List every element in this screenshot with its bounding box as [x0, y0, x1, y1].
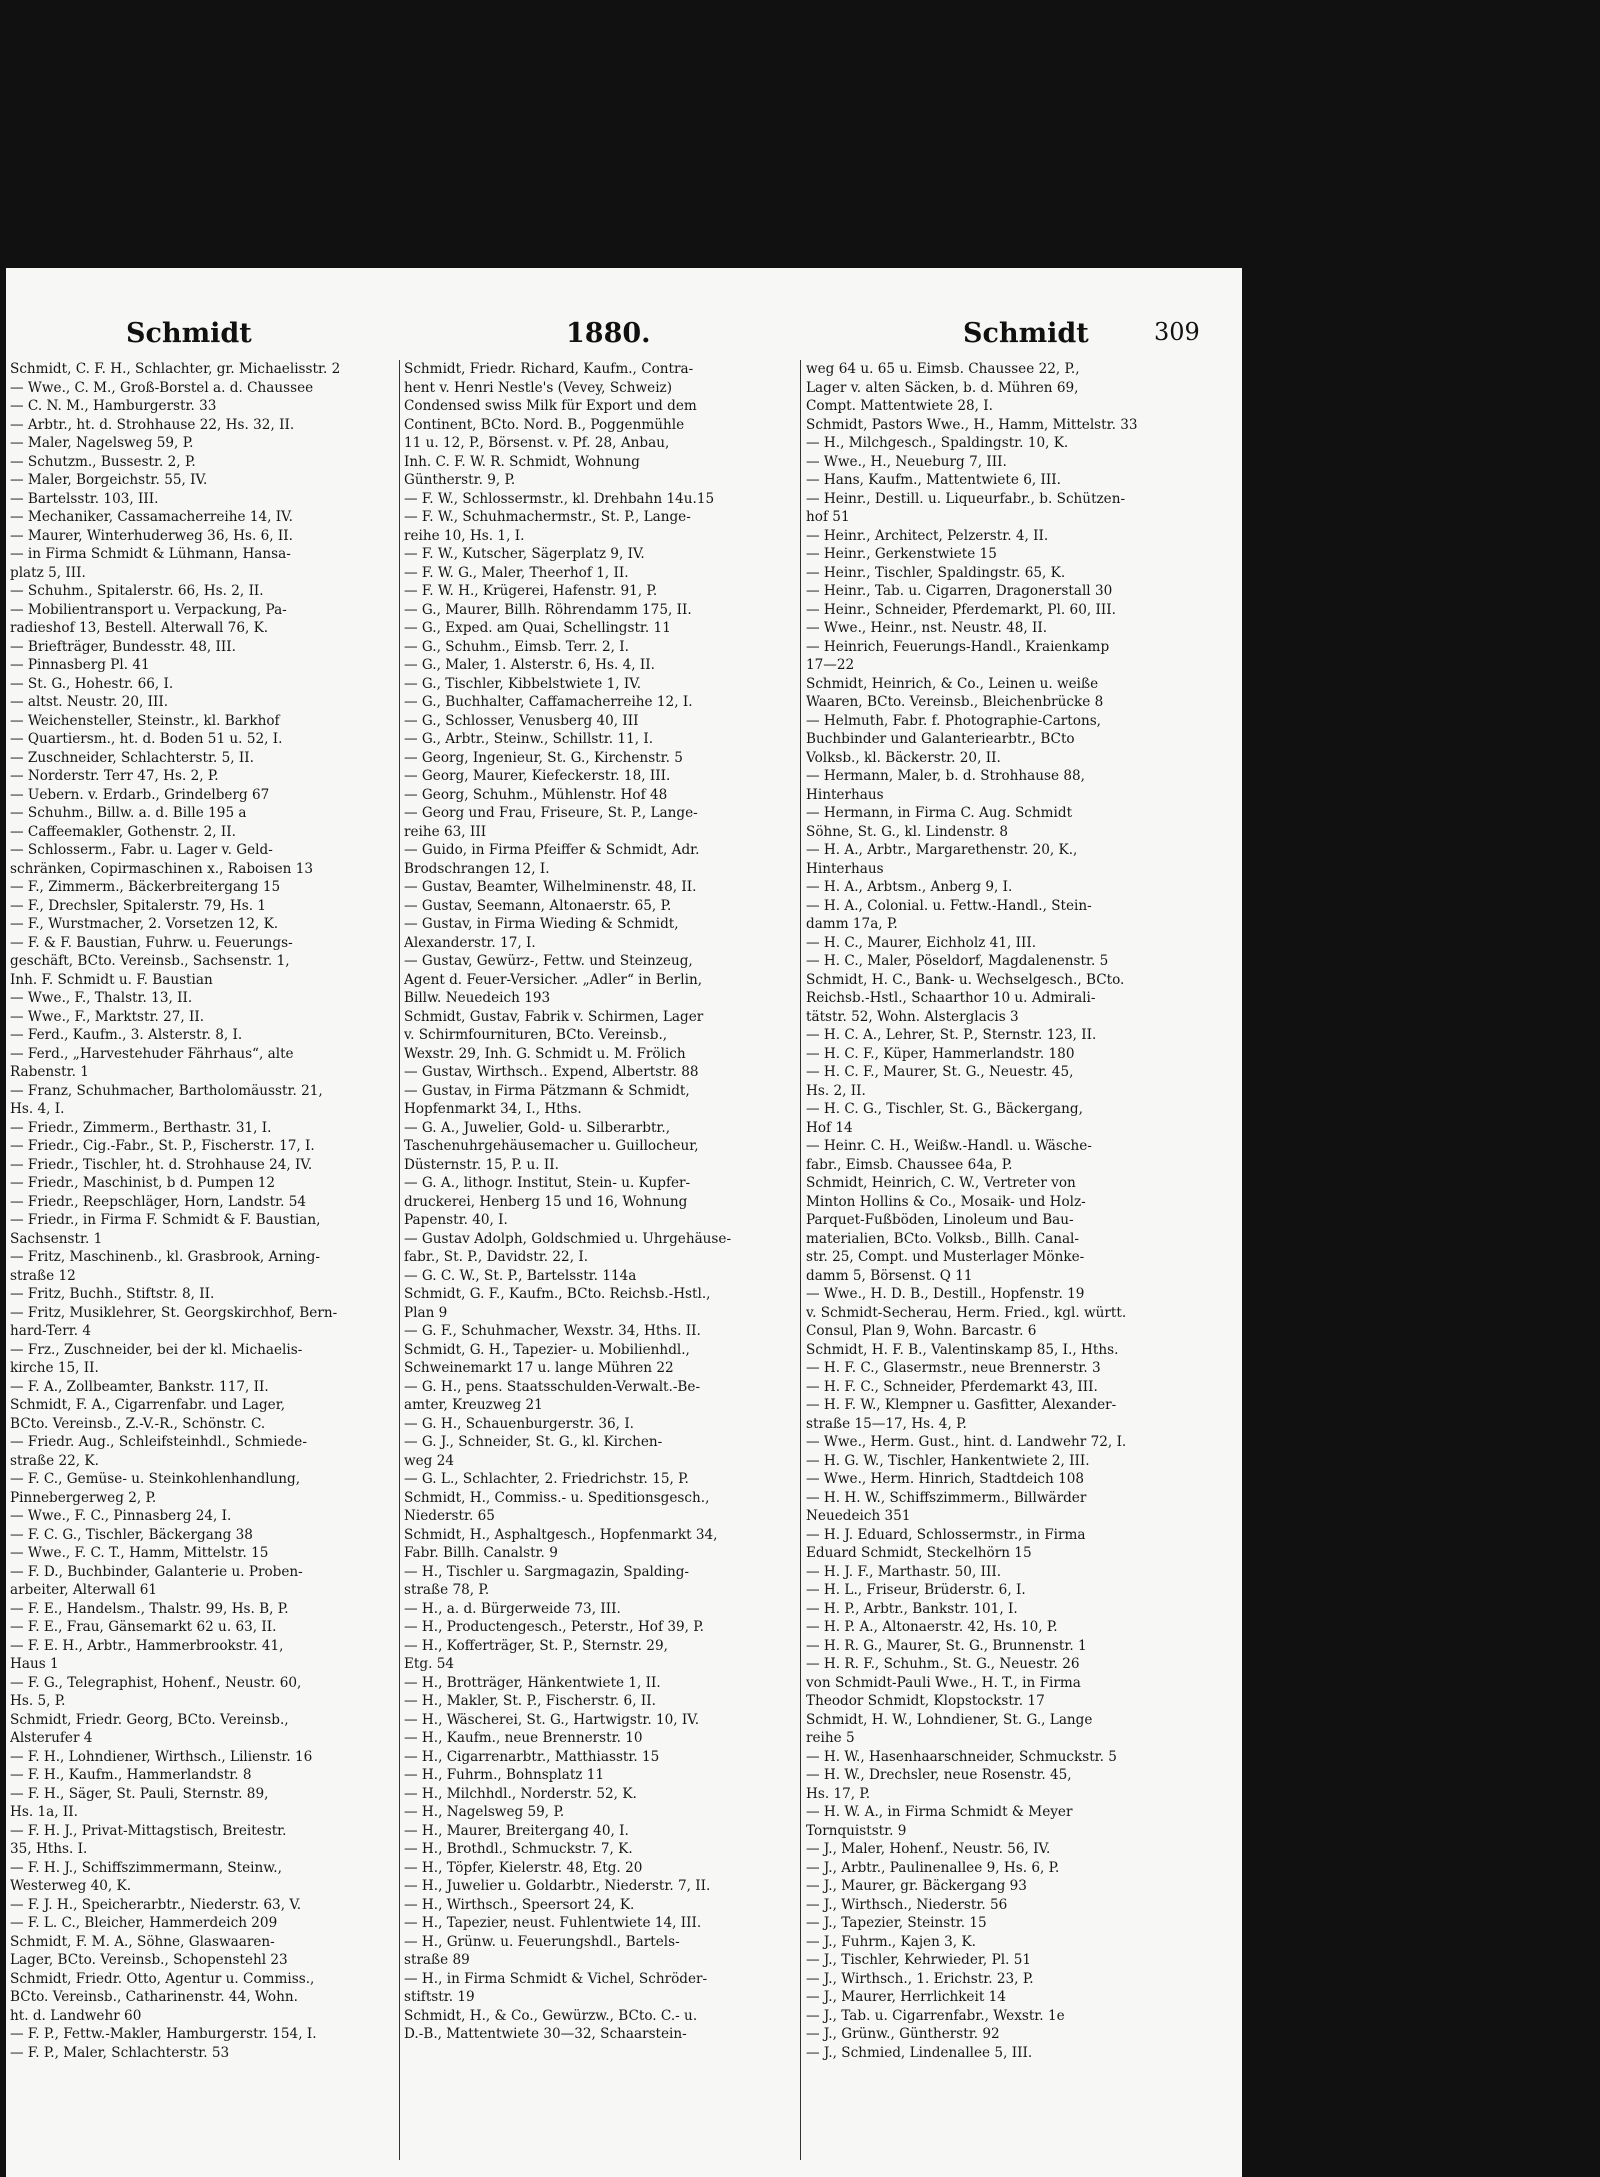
- directory-entry-line: — Heinr., Tab. u. Cigarren, Dragonerstall 30: [806, 583, 1113, 599]
- directory-entry-line: Rabenstr. 1: [10, 1064, 89, 1080]
- directory-entry-line: Hinterhaus: [806, 860, 884, 877]
- directory-entry-line: Parquet-Fußböden, Linoleum und Bau-: [806, 1212, 1074, 1228]
- directory-entry-line: Hs. 4, I.: [10, 1101, 65, 1117]
- directory-entry-line: — Gustav, Seemann, Altonaerstr. 65, P.: [404, 897, 672, 914]
- directory-entry-line: — H., Milchgesch., Spaldingstr. 10, K.: [806, 435, 1069, 451]
- directory-entry-line: — Schutzm., Bussestr. 2, P.: [10, 453, 196, 470]
- directory-entry-line: — Mechaniker, Cassamacherreihe 14, IV.: [10, 509, 293, 525]
- directory-entry-line: Düsternstr. 15, P. u. II.: [404, 1156, 559, 1173]
- directory-entry-line: — J., Tischler, Kehrwieder, Pl. 51: [806, 1952, 1032, 1968]
- directory-entry-line: Lager, BCto. Vereinsb., Schopenstehl 23: [10, 1952, 288, 1968]
- directory-entry-line: — Friedr., Tischler, ht. d. Strohhause 24, IV.: [10, 1156, 313, 1173]
- directory-entry-line: — H. J. F., Marthastr. 50, III.: [806, 1563, 1002, 1580]
- column-left: [10, 360, 398, 2062]
- directory-entry-line: materialien, BCto. Volksb., Billh. Canal-: [806, 1230, 1079, 1247]
- directory-entry-line: — H., Töpfer, Kielerstr. 48, Etg. 20: [404, 1859, 643, 1876]
- directory-entry-line: straße 89: [404, 1952, 470, 1968]
- directory-entry-line: Lager v. alten Säcken, b. d. Mühren 69,: [806, 379, 1079, 396]
- directory-entry-line: radieshof 13, Bestell. Alterwall 76, K.: [10, 620, 269, 636]
- directory-entry-line: — F. W., Schuhmachermstr., St. P., Lange-: [404, 509, 691, 525]
- directory-entry-line: BCto. Vereinsb., Catharinenstr. 44, Wohn.: [10, 1989, 298, 2005]
- directory-entry-line: straße 12: [10, 1267, 76, 1284]
- directory-entry-line: geschäft, BCto. Vereinsb., Sachsenstr. 1,: [10, 953, 290, 969]
- directory-entry-line: — C. N. M., Hamburgerstr. 33: [10, 398, 217, 414]
- directory-entry-line: Reichsb.-Hstl., Schaarthor 10 u. Admirali-: [806, 990, 1096, 1006]
- directory-entry-line: — H. R. F., Schuhm., St. G., Neuestr. 26: [806, 1656, 1080, 1672]
- directory-entry-line: Schmidt, Heinrich, C. W., Vertreter von: [806, 1175, 1076, 1191]
- directory-entry-line: — G. J., Schneider, St. G., kl. Kirchen-: [404, 1434, 663, 1450]
- directory-entry-line: — Mobilientransport u. Verpackung, Pa-: [10, 601, 287, 618]
- directory-entry-line: ht. d. Landwehr 60: [10, 2007, 142, 2024]
- directory-entry-line: — Helmuth, Fabr. f. Photographie-Cartons,: [806, 712, 1101, 729]
- directory-entry-line: — F. & F. Baustian, Fuhrw. u. Feuerungs-: [10, 934, 293, 951]
- directory-entry-line: — Gustav, in Firma Pätzmann & Schmidt,: [404, 1082, 690, 1099]
- directory-entry-line: — J., Tapezier, Steinstr. 15: [806, 1915, 987, 1931]
- directory-entry-line: — Maler, Borgeichstr. 55, IV.: [10, 472, 208, 488]
- directory-entry-line: tätstr. 52, Wohn. Alsterglacis 3: [806, 1008, 1019, 1025]
- directory-entry-line: Inh. F. Schmidt u. F. Baustian: [10, 971, 213, 988]
- directory-entry-line: reihe 63, III: [404, 823, 487, 840]
- directory-entry-line: — G., Maler, 1. Alsterstr. 6, Hs. 4, II.: [404, 657, 655, 673]
- directory-entry-line: — F. P., Fettw.-Makler, Hamburgerstr. 154, I.: [10, 2026, 317, 2042]
- directory-entry-line: Westerweg 40, K.: [10, 1878, 132, 1894]
- directory-entry-line: — J., Maurer, gr. Bäckergang 93: [806, 1878, 1027, 1894]
- directory-entry-line: Schmidt, H., Asphaltgesch., Hopfenmarkt 34,: [404, 1526, 718, 1543]
- directory-entry-line: Compt. Mattentwiete 28, I.: [806, 398, 993, 414]
- directory-entry-line: — Wwe., C. M., Groß-Borstel a. d. Chaussee: [10, 379, 314, 396]
- directory-entry-line: Minton Hollins & Co., Mosaik- und Holz-: [806, 1193, 1086, 1210]
- directory-entry-line: — Briefträger, Bundesstr. 48, III.: [10, 638, 236, 655]
- directory-entry-line: — H. R. G., Maurer, St. G., Brunnenstr. 1: [806, 1637, 1087, 1654]
- directory-entry-line: amter, Kreuzweg 21: [404, 1397, 543, 1413]
- directory-entry-line: — H., Kaufm., neue Brennerstr. 10: [404, 1730, 643, 1746]
- directory-entry-line: Schmidt, F. A., Cigarrenfabr. und Lager,: [10, 1397, 286, 1413]
- directory-entry-line: — F. W. G., Maler, Theerhof 1, II.: [404, 564, 629, 581]
- directory-entry-line: — H. W., Drechsler, neue Rosenstr. 45,: [806, 1767, 1072, 1783]
- directory-entry-line: — G., Buchhalter, Caffamacherreihe 12, I.: [404, 694, 693, 710]
- directory-entry-line: — H., Milchhdl., Norderstr. 52, K.: [404, 1785, 637, 1802]
- directory-entry-line: Hs. 5, P.: [10, 1693, 66, 1709]
- directory-entry-line: — Wwe., Herm. Hinrich, Stadtdeich 108: [806, 1471, 1085, 1487]
- directory-entry-line: — Wwe., Heinr., nst. Neustr. 48, II.: [806, 620, 1048, 636]
- directory-entry-line: — Friedr., Maschinist, b d. Pumpen 12: [10, 1175, 276, 1191]
- directory-entry-line: hent v. Henri Nestle's (Vevey, Schweiz): [404, 379, 673, 396]
- directory-entry-line: — Fritz, Maschinenb., kl. Grasbrook, Arning-: [10, 1249, 320, 1265]
- directory-entry-line: — H., Tapezier, neust. Fuhlentwiete 14, III.: [404, 1915, 702, 1931]
- directory-entry-line: — F. C., Gemüse- u. Steinkohlenhandlung,: [10, 1471, 301, 1487]
- directory-entry-line: — Gustav, Gewürz-, Fettw. und Steinzeug,: [404, 953, 693, 969]
- directory-entry-line: — H., Wirthsch., Speersort 24, K.: [404, 1896, 635, 1913]
- directory-entry-line: Söhne, St. G., kl. Lindenstr. 8: [806, 823, 1009, 840]
- directory-entry-line: — Wwe., F., Marktstr. 27, II.: [10, 1008, 205, 1025]
- directory-entry-line: Schmidt, H., & Co., Gewürzw., BCto. C.- u.: [404, 2007, 698, 2024]
- directory-entry-line: Pinnebergerweg 2, P.: [10, 1489, 157, 1506]
- directory-entry-line: — Arbtr., ht. d. Strohhause 22, Hs. 32, II.: [10, 416, 295, 433]
- directory-entry-line: Alsterufer 4: [10, 1730, 93, 1746]
- directory-entry-line: — H. J. Eduard, Schlossermstr., in Firma: [806, 1526, 1086, 1543]
- directory-entry-line: Consul, Plan 9, Wohn. Barcastr. 6: [806, 1323, 1037, 1339]
- directory-entry-line: — H., Kofferträger, St. P., Sternstr. 29,: [404, 1637, 668, 1654]
- directory-entry-line: — Hermann, in Firma C. Aug. Schmidt: [806, 805, 1073, 821]
- year-heading: 1880.: [566, 318, 651, 349]
- directory-entry-line: — H., Juwelier u. Goldarbtr., Niederstr. 7, II.: [404, 1878, 711, 1894]
- directory-entry-line: — Zuschneider, Schlachterstr. 5, II.: [10, 749, 254, 766]
- directory-entry-line: Fabr. Billh. Canalstr. 9: [404, 1545, 558, 1561]
- directory-entry-line: — Uebern. v. Erdarb., Grindelberg 67: [10, 786, 270, 803]
- directory-entry-line: — Fritz, Musiklehrer, St. Georgskirchhof, Bern-: [10, 1304, 338, 1321]
- directory-entry-line: — H., Nagelsweg 59, P.: [404, 1804, 565, 1820]
- directory-entry-line: — F. A., Zollbeamter, Bankstr. 117, II.: [10, 1378, 269, 1395]
- directory-entry-line: Waaren, BCto. Vereinsb., Bleichenbrücke 8: [806, 694, 1104, 710]
- directory-entry-line: straße 15—17, Hs. 4, P.: [806, 1415, 967, 1432]
- directory-entry-line: stiftstr. 19: [404, 1989, 475, 2005]
- directory-entry-line: platz 5, III.: [10, 564, 86, 581]
- directory-entry-line: — Georg, Ingenieur, St. G., Kirchenstr. 5: [404, 749, 683, 766]
- directory-entry-line: — J., Fuhrm., Kajen 3, K.: [806, 1933, 976, 1950]
- directory-entry-line: — H. W., Hasenhaarschneider, Schmuckstr. 5: [806, 1748, 1117, 1765]
- directory-entry-line: straße 78, P.: [404, 1582, 490, 1598]
- directory-entry-line: — G., Exped. am Quai, Schellingstr. 11: [404, 620, 671, 636]
- right-running-head: Schmidt: [963, 318, 1089, 349]
- directory-entry-line: — J., Arbtr., Paulinenallee 9, Hs. 6, P.: [806, 1859, 1060, 1876]
- directory-entry-line: v. Schmidt-Secherau, Herm. Fried., kgl. württ.: [806, 1304, 1127, 1321]
- directory-entry-line: — F. W. H., Krügerei, Hafenstr. 91, P.: [404, 583, 658, 599]
- directory-entry-line: druckerei, Henberg 15 und 16, Wohnung: [404, 1193, 688, 1210]
- directory-entry-line: weg 24: [404, 1452, 455, 1469]
- directory-entry-line: Brodschrangen 12, I.: [404, 860, 550, 877]
- directory-entry-line: — Heinr., Gerkenstwiete 15: [806, 546, 997, 562]
- directory-entry-line: — Heinr., Destill. u. Liqueurfabr., b. Schützen-: [806, 490, 1126, 507]
- directory-entry-line: 11 u. 12, P., Börsenst. v. Pf. 28, Anbau,: [404, 435, 670, 451]
- directory-entry-line: — H. A., Arbtsm., Anberg 9, I.: [806, 879, 1013, 895]
- directory-entry-line: — G. H., Schauenburgerstr. 36, I.: [404, 1415, 635, 1432]
- directory-entry-line: — in Firma Schmidt & Lühmann, Hansa-: [10, 546, 291, 562]
- directory-entry-line: — Heinr., Architect, Pelzerstr. 4, II.: [806, 527, 1049, 544]
- directory-entry-line: — F., Drechsler, Spitalerstr. 79, Hs. 1: [10, 897, 266, 914]
- directory-entry-line: hof 51: [806, 509, 850, 525]
- directory-entry-line: D.-B., Mattentwiete 30—32, Schaarstein-: [404, 2026, 687, 2042]
- directory-entry-line: — F. W., Kutscher, Sägerplatz 9, IV.: [404, 546, 645, 562]
- directory-entry-line: — H. L., Friseur, Brüderstr. 6, I.: [806, 1582, 1026, 1598]
- directory-entry-line: — G. A., lithogr. Institut, Stein- u. Kupfer-: [404, 1175, 691, 1191]
- directory-entry-line: — G., Maurer, Billh. Röhrendamm 175, II.: [404, 601, 692, 618]
- directory-entry-line: — H. C., Maler, Pöseldorf, Magdalenenstr. 5: [806, 953, 1109, 969]
- directory-entry-line: Condensed swiss Milk für Export und dem: [404, 398, 697, 414]
- directory-entry-line: — F. H., Lohndiener, Wirthsch., Lilienstr. 16: [10, 1748, 313, 1765]
- directory-entry-line: — F. D., Buchbinder, Galanterie u. Proben-: [10, 1563, 303, 1580]
- directory-entry-line: damm 17a, P.: [806, 916, 898, 932]
- directory-entry-line: — Hans, Kaufm., Mattentwiete 6, III.: [806, 472, 1061, 488]
- column-divider: [399, 360, 400, 2160]
- directory-entry-line: — Weichensteller, Steinstr., kl. Barkhof: [10, 712, 280, 729]
- directory-entry-line: Buchbinder und Galanteriearbtr., BCto: [806, 731, 1075, 747]
- directory-entry-line: — Norderstr. Terr 47, Hs. 2, P.: [10, 768, 219, 784]
- directory-entry-line: — H., Productengesch., Peterstr., Hof 39, P.: [404, 1619, 704, 1635]
- directory-entry-line: — Heinr., Schneider, Pferdemarkt, Pl. 60, III.: [806, 601, 1116, 618]
- directory-entry-line: — Wwe., H. D. B., Destill., Hopfenstr. 19: [806, 1286, 1085, 1302]
- directory-entry-line: — Georg, Schuhm., Mühlenstr. Hof 48: [404, 786, 668, 803]
- directory-entry-line: — Fritz, Buchh., Stiftstr. 8, II.: [10, 1286, 215, 1302]
- column-divider: [800, 360, 801, 2160]
- directory-entry-line: — G., Schlosser, Venusberg 40, III: [404, 712, 639, 729]
- directory-entry-line: Schmidt, F. M. A., Söhne, Glaswaaren-: [10, 1933, 275, 1950]
- directory-entry-line: Hs. 17, P.: [806, 1785, 871, 1802]
- directory-entry-line: — Guido, in Firma Pfeiffer & Schmidt, Adr.: [404, 842, 700, 858]
- directory-entry-line: Schmidt, C. F. H., Schlachter, gr. Michaelisstr. 2: [10, 361, 341, 377]
- directory-entry-line: 17—22: [806, 657, 855, 673]
- directory-entry-line: — F. W., Schlossermstr., kl. Drehbahn 14u.15: [404, 490, 715, 507]
- directory-entry-line: — Georg und Frau, Friseure, St. P., Lange-: [404, 805, 698, 821]
- directory-entry-line: Hs. 1a, II.: [10, 1804, 78, 1820]
- directory-entry-line: — J., Maler, Hohenf., Neustr. 56, IV.: [806, 1841, 1051, 1857]
- directory-entry-line: — Gustav, Beamter, Wilhelminenstr. 48, II.: [404, 879, 697, 895]
- directory-entry-line: — H., in Firma Schmidt & Vichel, Schröder-: [404, 1970, 708, 1987]
- directory-entry-line: weg 64 u. 65 u. Eimsb. Chaussee 22, P.,: [806, 361, 1080, 377]
- directory-entry-line: — H., Brothdl., Schmuckstr. 7, K.: [404, 1841, 633, 1857]
- directory-entry-line: — H. W. A., in Firma Schmidt & Meyer: [806, 1804, 1073, 1820]
- directory-entry-line: Hopfenmarkt 34, I., Hths.: [404, 1101, 582, 1117]
- directory-entry-line: — Friedr. Aug., Schleifsteinhdl., Schmiede-: [10, 1434, 307, 1450]
- directory-entry-line: Schmidt, Friedr. Richard, Kaufm., Contra-: [404, 361, 694, 377]
- directory-entry-line: — F. G., Telegraphist, Hohenf., Neustr. 60,: [10, 1674, 302, 1691]
- directory-entry-line: — H. A., Arbtr., Margarethenstr. 20, K.,: [806, 842, 1078, 858]
- directory-entry-line: Schmidt, H. C., Bank- u. Wechselgesch., BCto.: [806, 971, 1125, 988]
- directory-entry-line: — F. H., Kaufm., Hammerlandstr. 8: [10, 1767, 252, 1783]
- directory-entry-line: — F. E. H., Arbtr., Hammerbrookstr. 41,: [10, 1637, 284, 1654]
- directory-entry-line: Schmidt, H., Commiss.- u. Speditionsgesch.,: [404, 1489, 710, 1506]
- directory-entry-line: — altst. Neustr. 20, III.: [10, 694, 169, 710]
- directory-entry-line: Theodor Schmidt, Klopstockstr. 17: [806, 1693, 1045, 1709]
- directory-entry-line: — H. P., Arbtr., Bankstr. 101, I.: [806, 1600, 1018, 1617]
- directory-entry-line: — H. A., Colonial. u. Fettw.-Handl., Stein-: [806, 897, 1092, 914]
- directory-entry-line: — H., Brotträger, Hänkentwiete 1, II.: [404, 1674, 661, 1691]
- directory-entry-line: Hs. 2, II.: [806, 1082, 866, 1099]
- directory-entry-line: — Georg, Maurer, Kiefeckerstr. 18, III.: [404, 768, 671, 784]
- directory-entry-line: hard-Terr. 4: [10, 1323, 92, 1339]
- directory-entry-line: — Gustav Adolph, Goldschmied u. Uhrgehäuse-: [404, 1230, 732, 1247]
- directory-entry-line: — F. E., Frau, Gänsemarkt 62 u. 63, II.: [10, 1619, 277, 1635]
- directory-entry-line: — G., Schuhm., Eimsb. Terr. 2, I.: [404, 638, 629, 655]
- directory-entry-line: — F. C. G., Tischler, Bäckergang 38: [10, 1526, 253, 1543]
- directory-entry-line: Schmidt, G. H., Tapezier- u. Mobilienhdl.,: [404, 1341, 690, 1358]
- directory-entry-line: Schmidt, Friedr. Otto, Agentur u. Commiss.,: [10, 1970, 315, 1987]
- directory-entry-line: — J., Grünw., Güntherstr. 92: [806, 2026, 1000, 2042]
- directory-entry-line: — Schuhm., Spitalerstr. 66, Hs. 2, II.: [10, 583, 264, 599]
- directory-entry-line: — Friedr., Cig.-Fabr., St. P., Fischerstr. 17, I.: [10, 1138, 315, 1154]
- directory-entry-line: Schmidt, H. F. B., Valentinskamp 85, I., Hths.: [806, 1341, 1119, 1358]
- directory-entry-line: — Heinr., Tischler, Spaldingstr. 65, K.: [806, 564, 1066, 581]
- directory-entry-line: — Ferd., Kaufm., 3. Alsterstr. 8, I.: [10, 1027, 243, 1043]
- directory-entry-line: Volksb., kl. Bäckerstr. 20, II.: [806, 749, 1001, 766]
- directory-entry-line: Sachsenstr. 1: [10, 1230, 103, 1247]
- directory-entry-line: — H., Wäscherei, St. G., Hartwigstr. 10, IV.: [404, 1711, 700, 1728]
- directory-entry-line: Schmidt, G. F., Kaufm., BCto. Reichsb.-Hstl.,: [404, 1286, 711, 1302]
- directory-entry-line: — Pinnasberg Pl. 41: [10, 657, 150, 673]
- directory-entry-line: — Maurer, Winterhuderweg 36, Hs. 6, II.: [10, 527, 293, 544]
- directory-entry-line: — J., Wirthsch., Niederstr. 56: [806, 1896, 1008, 1913]
- directory-entry-line: — H., Fuhrm., Bohnsplatz 11: [404, 1767, 605, 1783]
- directory-entry-line: straße 22, K.: [10, 1452, 99, 1469]
- directory-entry-line: — J., Wirthsch., 1. Erichstr. 23, P.: [806, 1970, 1034, 1987]
- directory-entry-line: — Maler, Nagelsweg 59, P.: [10, 435, 194, 451]
- directory-entry-line: Alexanderstr. 17, I.: [404, 934, 536, 951]
- directory-entry-line: — Schuhm., Billw. a. d. Bille 195 a: [10, 805, 247, 821]
- directory-entry-line: — Hermann, Maler, b. d. Strohhause 88,: [806, 768, 1085, 784]
- directory-entry-line: — H. F. W., Klempner u. Gasfitter, Alexander-: [806, 1397, 1117, 1413]
- directory-entry-line: — Heinrich, Feuerungs-Handl., Kraienkamp: [806, 638, 1110, 655]
- directory-entry-line: Neuedeich 351: [806, 1508, 911, 1524]
- directory-entry-line: — Friedr., in Firma F. Schmidt & F. Baustian,: [10, 1212, 321, 1228]
- directory-entry-line: — F. H., Säger, St. Pauli, Sternstr. 89,: [10, 1785, 269, 1802]
- directory-entry-line: fabr., St. P., Davidstr. 22, I.: [404, 1249, 589, 1265]
- directory-entry-line: Schmidt, Pastors Wwe., H., Hamm, Mittelstr. 33: [806, 416, 1138, 433]
- directory-entry-line: Schmidt, Gustav, Fabrik v. Schirmen, Lager: [404, 1008, 704, 1025]
- directory-entry-line: — H., Grünw. u. Feuerungshdl., Bartels-: [404, 1933, 680, 1950]
- directory-entry-line: Inh. C. F. W. R. Schmidt, Wohnung: [404, 453, 640, 470]
- directory-entry-line: — H. H. W., Schiffszimmerm., Billwärder: [806, 1489, 1087, 1506]
- directory-entry-line: fabr., Eimsb. Chaussee 64a, P.: [806, 1156, 1013, 1173]
- directory-entry-line: — H. F. C., Glasermstr., neue Brennerstr. 3: [806, 1360, 1101, 1376]
- directory-entry-line: — Quartiersm., ht. d. Boden 51 u. 52, I.: [10, 731, 283, 747]
- directory-entry-line: v. Schirmfournituren, BCto. Vereinsb.,: [404, 1027, 668, 1043]
- directory-entry-line: — G., Arbtr., Steinw., Schillstr. 11, I.: [404, 731, 654, 747]
- directory-entry-line: Niederstr. 65: [404, 1508, 495, 1524]
- directory-entry-line: — F., Zimmerm., Bäckerbreitergang 15: [10, 879, 281, 895]
- directory-entry-line: str. 25, Compt. und Musterlager Mönke-: [806, 1249, 1085, 1265]
- directory-entry-line: BCto. Vereinsb., Z.-V.-R., Schönstr. C.: [10, 1415, 266, 1432]
- directory-entry-line: — St. G., Hohestr. 66, I.: [10, 675, 174, 692]
- directory-entry-line: schränken, Copirmaschinen x., Raboisen 13: [10, 860, 313, 877]
- directory-entry-line: Hof 14: [806, 1119, 853, 1136]
- directory-entry-line: — Wwe., F. C. T., Hamm, Mittelstr. 15: [10, 1545, 269, 1561]
- page-header: [6, 318, 1242, 358]
- directory-entry-line: — F. P., Maler, Schlachterstr. 53: [10, 2044, 230, 2061]
- directory-entry-line: — H. F. C., Schneider, Pferdemarkt 43, III.: [806, 1378, 1098, 1395]
- directory-entry-line: — Bartelsstr. 103, III.: [10, 490, 159, 507]
- directory-entry-line: Hinterhaus: [806, 786, 884, 803]
- directory-entry-line: Schmidt, Friedr. Georg, BCto. Vereinsb.,: [10, 1711, 289, 1728]
- directory-entry-line: — H. C., Maurer, Eichholz 41, III.: [806, 934, 1037, 951]
- directory-entry-line: — H. C. F., Küper, Hammerlandstr. 180: [806, 1045, 1075, 1062]
- directory-entry-line: arbeiter, Alterwall 61: [10, 1582, 158, 1598]
- directory-entry-line: — F. E., Handelsm., Thalstr. 99, Hs. B, P.: [10, 1600, 289, 1617]
- directory-entry-line: — G. F., Schuhmacher, Wexstr. 34, Hths. II.: [404, 1323, 701, 1339]
- directory-entry-line: Tornquiststr. 9: [806, 1822, 907, 1839]
- directory-entry-line: — G. C. W., St. P., Bartelsstr. 114a: [404, 1267, 637, 1284]
- left-running-head: Schmidt: [126, 318, 252, 349]
- directory-entry-line: — H., Makler, St. P., Fischerstr. 6, II.: [404, 1693, 656, 1709]
- directory-entry-line: — H., Maurer, Breitergang 40, I.: [404, 1822, 629, 1839]
- directory-entry-line: Billw. Neuedeich 193: [404, 990, 551, 1006]
- directory-entry-line: — H. C. F., Maurer, St. G., Neuestr. 45,: [806, 1064, 1074, 1080]
- directory-entry-line: 35, Hths. I.: [10, 1841, 88, 1857]
- directory-entry-line: — F. J. H., Speicherarbtr., Niederstr. 63, V.: [10, 1896, 302, 1913]
- directory-entry-line: — G. L., Schlachter, 2. Friedrichstr. 15, P.: [404, 1471, 689, 1487]
- directory-entry-line: — Wwe., Herm. Gust., hint. d. Landwehr 72, I.: [806, 1434, 1127, 1450]
- directory-entry-line: — Gustav, in Firma Wieding & Schmidt,: [404, 916, 679, 932]
- directory-entry-line: — Gustav, Wirthsch.. Expend, Albertstr. 88: [404, 1064, 699, 1080]
- directory-entry-line: Haus 1: [10, 1656, 59, 1672]
- directory-entry-line: Agent d. Feuer-Versicher. „Adler“ in Berlin,: [404, 971, 703, 988]
- directory-entry-line: Taschenuhrgehäusemacher u. Guillocheur,: [404, 1138, 699, 1154]
- directory-entry-line: — Friedr., Zimmerm., Berthastr. 31, I.: [10, 1119, 272, 1136]
- directory-entry-line: — H., Tischler u. Sargmagazin, Spalding-: [404, 1563, 689, 1580]
- directory-entry-line: — H. G. W., Tischler, Hankentwiete 2, III.: [806, 1452, 1090, 1469]
- directory-entry-line: — Ferd., „Harvestehuder Fährhaus“, alte: [10, 1045, 294, 1062]
- directory-entry-line: — G., Tischler, Kibbelstwiete 1, IV.: [404, 675, 642, 692]
- directory-entry-line: Schmidt, H. W., Lohndiener, St. G., Lange: [806, 1711, 1093, 1728]
- directory-entry-line: — Schlosserm., Fabr. u. Lager v. Geld-: [10, 842, 273, 858]
- directory-entry-line: — J., Tab. u. Cigarrenfabr., Wexstr. 1e: [806, 2007, 1065, 2024]
- directory-entry-line: — G. H., pens. Staatsschulden-Verwalt.-Be-: [404, 1378, 701, 1395]
- directory-entry-line: — H. C. A., Lehrer, St. P., Sternstr. 123, II.: [806, 1027, 1097, 1043]
- directory-entry-line: — F. H. J., Privat-Mittagstisch, Breitestr.: [10, 1822, 287, 1839]
- directory-entry-line: — H., a. d. Bürgerweide 73, III.: [404, 1600, 621, 1617]
- directory-entry-line: — H. C. G., Tischler, St. G., Bäckergang,: [806, 1101, 1083, 1117]
- directory-entry-line: Schmidt, Heinrich, & Co., Leinen u. weiße: [806, 675, 1099, 692]
- directory-entry-line: von Schmidt-Pauli Wwe., H. T., in Firma: [806, 1674, 1081, 1691]
- directory-entry-line: — Wwe., F., Thalstr. 13, II.: [10, 990, 193, 1006]
- column-middle: [404, 360, 794, 2044]
- directory-entry-line: damm 5, Börsenst. Q 11: [806, 1267, 973, 1284]
- directory-entry-line: — Heinr. C. H., Weißw.-Handl. u. Wäsche-: [806, 1138, 1092, 1154]
- directory-entry-line: — F. H. J., Schiffszimmermann, Steinw.,: [10, 1859, 282, 1876]
- directory-entry-line: Güntherstr. 9, P.: [404, 472, 516, 488]
- directory-entry-line: Eduard Schmidt, Steckelhörn 15: [806, 1545, 1032, 1561]
- directory-entry-line: — F., Wurstmacher, 2. Vorsetzen 12, K.: [10, 916, 279, 932]
- directory-entry-line: — Frz., Zuschneider, bei der kl. Michaelis-: [10, 1341, 303, 1358]
- directory-entry-line: — H. P. A., Altonaerstr. 42, Hs. 10, P.: [806, 1619, 1058, 1635]
- directory-entry-line: — F. L. C., Bleicher, Hammerdeich 209: [10, 1915, 278, 1931]
- directory-page: [6, 268, 1242, 2177]
- directory-entry-line: Papenstr. 40, I.: [404, 1212, 508, 1228]
- directory-entry-line: Schweinemarkt 17 u. lange Mühren 22: [404, 1360, 674, 1376]
- directory-entry-line: — Wwe., H., Neueburg 7, III.: [806, 453, 1007, 470]
- directory-entry-line: — G. A., Juwelier, Gold- u. Silberarbtr.,: [404, 1119, 671, 1136]
- directory-entry-line: reihe 10, Hs. 1, I.: [404, 527, 525, 544]
- directory-entry-line: Etg. 54: [404, 1656, 455, 1672]
- directory-entry-line: reihe 5: [806, 1730, 855, 1746]
- directory-entry-line: — Friedr., Reepschläger, Horn, Landstr. 54: [10, 1193, 307, 1210]
- directory-entry-line: — J., Schmied, Lindenallee 5, III.: [806, 2044, 1033, 2061]
- page-number: 309: [1154, 318, 1200, 346]
- directory-entry-line: — Caffeemakler, Gothenstr. 2, II.: [10, 823, 236, 840]
- directory-entry-line: — Wwe., F. C., Pinnasberg 24, I.: [10, 1508, 232, 1524]
- column-right: [806, 360, 1198, 2062]
- directory-entry-line: — J., Maurer, Herrlichkeit 14: [806, 1989, 1006, 2005]
- directory-entry-line: — Franz, Schuhmacher, Bartholomäusstr. 21,: [10, 1082, 323, 1099]
- directory-entry-line: kirche 15, II.: [10, 1360, 99, 1376]
- directory-entry-line: Plan 9: [404, 1304, 448, 1321]
- directory-entry-line: Continent, BCto. Nord. B., Poggenmühle: [404, 416, 685, 433]
- directory-entry-line: — H., Cigarrenarbtr., Matthiasstr. 15: [404, 1748, 660, 1765]
- directory-entry-line: Wexstr. 29, Inh. G. Schmidt u. M. Frölich: [404, 1045, 686, 1062]
